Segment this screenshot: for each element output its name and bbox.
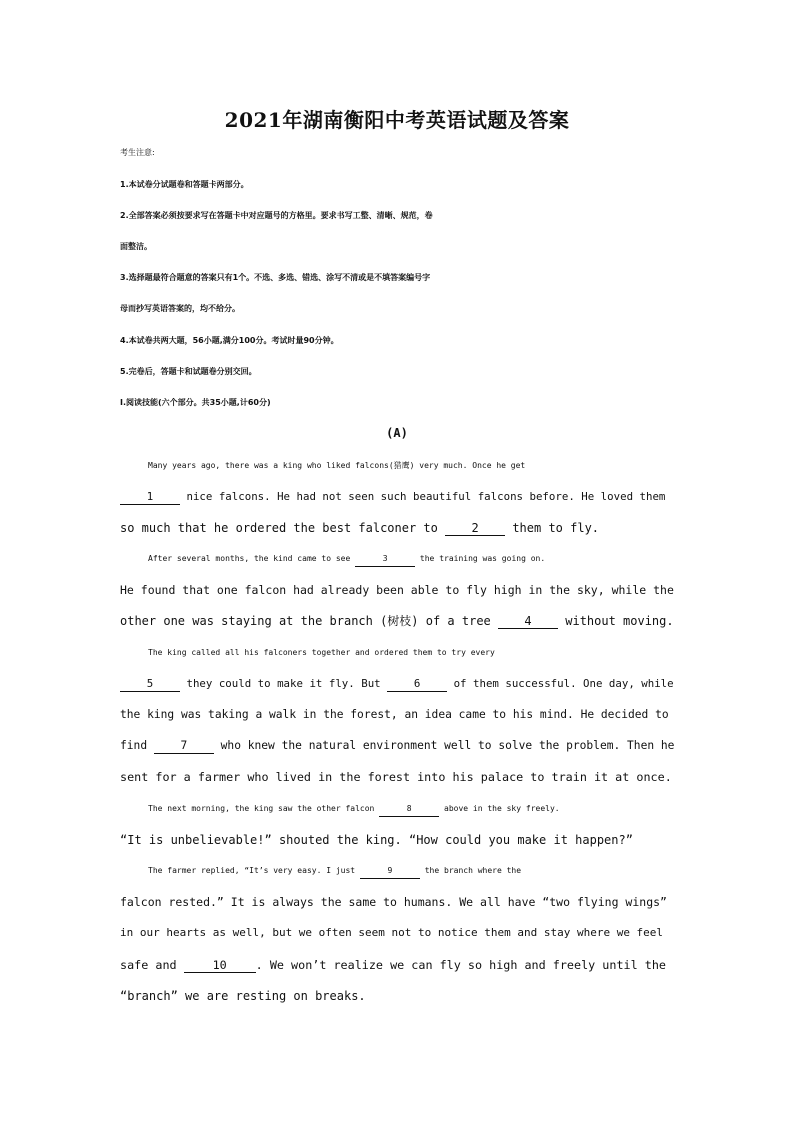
passage-line: falcon rested.” It is always the same to humans. We all have “two flying wings”: [120, 895, 667, 909]
answer-blank: 5: [120, 677, 180, 692]
line-text: so much that he ordered the best falconer to: [120, 521, 446, 535]
passage-line: [120, 736, 674, 756]
line-text: who knew the natural environment well to solve the problem. Then he: [213, 739, 675, 752]
notice-item: 母而抄写英语答案的，均不给分。: [120, 304, 240, 313]
answer-blank: 3: [355, 552, 415, 567]
answer-blank: 8: [379, 802, 439, 817]
passage-line: the king was taking a walk in the forest, an idea came to his mind. He decided to: [120, 708, 669, 721]
line-text: After several months, the kind came to see: [148, 554, 356, 563]
answer-blank: 7: [154, 739, 214, 754]
notice-heading: 考生注意:: [120, 148, 155, 157]
passage-line: [120, 799, 702, 819]
passage-line: [120, 549, 702, 569]
passage-line: “branch” we are resting on breaks.: [120, 989, 366, 1003]
notice-item: 1.本试卷分试题卷和答题卡两部分。: [120, 180, 249, 189]
answer-blank: 1: [120, 490, 180, 505]
passage-line: sent for a farmer who lived in the forest into his palace to train it at once.: [120, 770, 672, 784]
passage-line: The king called all his falconers together and ordered them to try every: [148, 648, 495, 657]
page-title: 2021年湖南衡阳中考英语试题及答案: [224, 108, 570, 132]
notice-item: 5.完卷后，答题卡和试题卷分别交回。: [120, 367, 257, 376]
line-text: The farmer replied, “It’s very easy. I just: [148, 866, 360, 875]
line-text: without moving.: [558, 614, 674, 628]
line-text: the training was going on.: [415, 554, 546, 563]
line-text: the branch where the: [419, 866, 522, 875]
answer-blank: 9: [360, 864, 420, 879]
line-text: . We won’t realize we can fly so high and freely until the: [255, 958, 666, 972]
notice-item: 4.本试卷共两大题，56小题,满分100分。考试时量90分钟。: [120, 336, 339, 345]
passage-line: [120, 611, 674, 631]
answer-blank: 2: [445, 521, 505, 536]
passage-line: “It is unbelievable!” shouted the king. “How could you make it happen?”: [120, 833, 633, 847]
line-text: safe and: [120, 958, 184, 972]
line-text: find: [120, 739, 154, 752]
notice-item: 3.选择题最符合题意的答案只有1个。不选、多选、错选、涂写不清或是不填答案编号字: [120, 273, 431, 282]
section-label: (A): [386, 426, 408, 440]
part-heading: I.阅读技能(六个部分。共35小题,计60分): [120, 398, 271, 407]
line-text: The next morning, the king saw the other falcon: [148, 804, 380, 813]
answer-blank: 6: [387, 677, 447, 692]
line-text: nice falcons. He had not seen such beautiful falcons before. He loved them: [180, 490, 666, 503]
line-text: them to fly.: [505, 521, 600, 535]
passage-line: [120, 674, 674, 694]
notice-item: 2.全部答案必须按要求写在答题卡中对应题号的方格里。要求书写工整、清晰、规范，卷: [120, 211, 433, 220]
line-text: other one was staying at the branch (树枝) of a tree: [120, 614, 499, 628]
passage-line: [120, 487, 674, 507]
line-text: of them successful. One day, while: [447, 677, 674, 690]
passage-line: Many years ago, there was a king who liked falcons(猎鹰) very much. Once he get: [148, 461, 526, 470]
passage-line: He found that one falcon had already been able to fly high in the sky, while the: [120, 583, 674, 597]
passage-line: [120, 518, 674, 538]
line-text: above in the sky freely.: [439, 804, 560, 813]
line-text: they could to make it fly. But: [180, 677, 388, 690]
answer-blank: 10: [184, 958, 256, 973]
passage-line: in our hearts as well, but we often seem not to notice them and stay where we feel: [120, 926, 664, 939]
passage-line: [120, 861, 702, 881]
notice-item: 面整洁。: [120, 242, 152, 251]
answer-blank: 4: [498, 614, 558, 629]
passage-line: [120, 955, 674, 975]
